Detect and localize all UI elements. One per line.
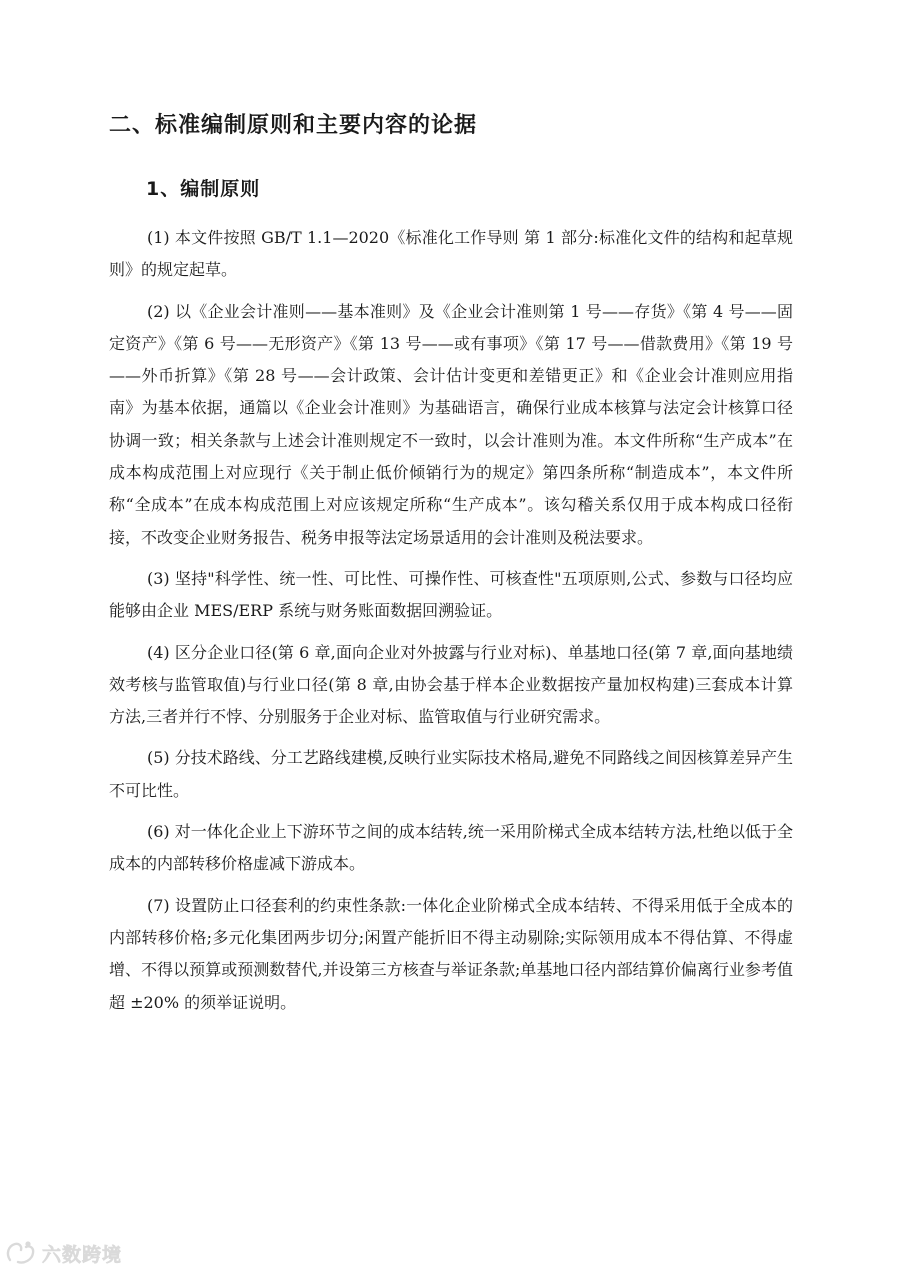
paragraph-5: (5) 分技术路线、分工艺路线建模,反映行业实际技术格局,避免不同路线之间因核算差异产生不可比性。: [109, 748, 793, 800]
paragraph-4: (4) 区分企业口径(第 6 章,面向企业对外披露与行业对标)、单基地口径(第 7 章,面向基地绩效考核与监管取值)与行业口径(第 8 章,由协会基于样本企业数据按产量加权构建)三套成本计算方法,三者并行不悖、分别服务于企业对标、监管取值与行业研究需求。: [109, 642, 793, 727]
subsection-title: 1、编制原则: [146, 178, 261, 200]
brand-logo-icon: [4, 1238, 38, 1268]
watermark-text: 六数跨境: [42, 1243, 123, 1266]
body-text: [109, 222, 793, 1028]
paragraph-2: (2) 以《企业会计准则——基本准则》及《企业会计准则第 1 号——存货》《第 4 号——固定资产》《第 6 号——无形资产》《第 13 号——或有事项》《第 17 号——借款费用》《第 19 号——外币折算》《第 28 号——会计政策、会计估计变更和差错更正》和《企业会计准则应用指南》为基本依据，通篇以《企业会计准则》为基础语言，确保行业成本核算与法定会计核算口径协调一致；相关条款与上述会计准则规定不一致时，以会计准则为准。本文件所称“生产成本”在成本构成范围上对应现行《关于制止低价倾销行为的规定》第四条所称“制造成本”，本文件所称“全成本”在成本构成范围上对应该规定所称“生产成本”。该勾稽关系仅用于成本构成口径衔接，不改变企业财务报告、税务申报等法定场景适用的会计准则及税法要求。: [109, 301, 793, 547]
paragraph-1: (1) 本文件按照 GB/T 1.1—2020《标准化工作导则 第 1 部分:标准化文件的结构和起草规则》的规定起草。: [109, 228, 793, 280]
section-title: 二、标准编制原则和主要内容的论据: [109, 113, 478, 138]
paragraph-3: (3) 坚持"科学性、统一性、可比性、可操作性、可核查性"五项原则,公式、参数与口径均应能够由企业 MES/ERP 系统与财务账面数据回溯验证。: [109, 568, 793, 621]
watermark: [4, 1238, 122, 1268]
paragraph-7: (7) 设置防止口径套利的约束性条款:一体化企业阶梯式全成本结转、不得采用低于全成本的内部转移价格;多元化集团两步切分;闲置产能折旧不得主动剔除;实际领用成本不得估算、不得虚增、不得以预算或预测数替代,并设第三方核查与举证条款;单基地口径内部结算价偏离行业参考值超 ±20% 的须举证说明。: [109, 895, 793, 1012]
paragraph-6: (6) 对一体化企业上下游环节之间的成本结转,统一采用阶梯式全成本结转方法,杜绝以低于全成本的内部转移价格虚减下游成本。: [109, 822, 793, 874]
